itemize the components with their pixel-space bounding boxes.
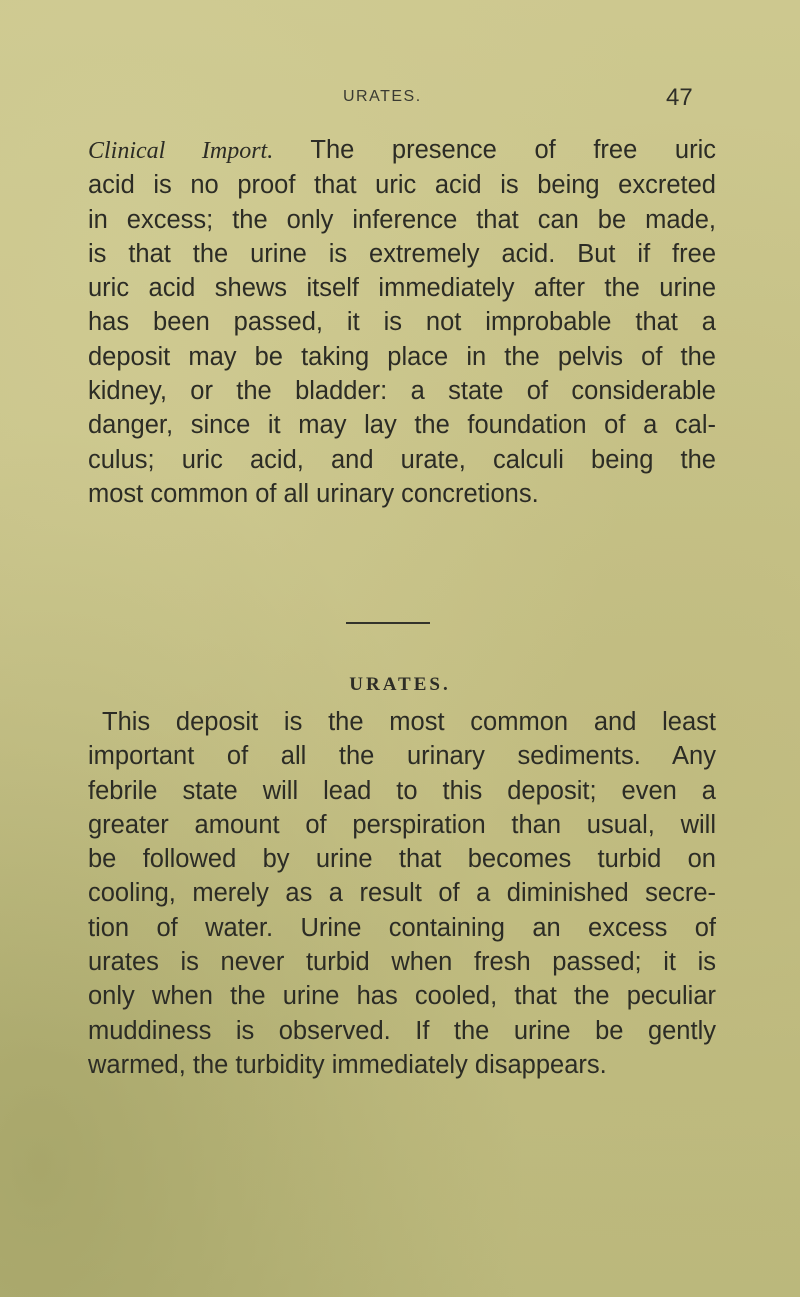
paragraph-line: most common of all urinary concretions.: [88, 479, 539, 508]
paragraph-line: kidney, or the bladder: a state of considerable: [88, 377, 716, 406]
paragraph-line-text: The presence of free uric: [310, 136, 716, 164]
running-head: [0, 84, 800, 112]
section-divider: [346, 622, 430, 624]
paragraph-line: uric acid shews itself immediately after the urine: [88, 274, 716, 303]
paragraph-line: only when the urine has cooled, that the peculiar: [88, 982, 716, 1011]
paragraph-line: warmed, the turbidity immediately disappears.: [88, 1050, 607, 1079]
paragraph-line: urates is never turbid when fresh passed; it is: [88, 948, 716, 977]
running-title: URATES.: [343, 88, 422, 105]
paragraph-line: acid is no proof that uric acid is being excreted: [88, 171, 716, 200]
clinical-import-paragraph: [88, 133, 716, 511]
paragraph-line: culus; uric acid, and urate, calculi being the: [88, 445, 716, 474]
paragraph-line: tion of water. Urine containing an excess of: [88, 913, 716, 942]
paragraph-line: This deposit is the most common and least: [102, 708, 716, 736]
paragraph-line: deposit may be taking place in the pelvis of the: [88, 342, 716, 371]
paragraph-line: in excess; the only inference that can be made,: [88, 205, 716, 234]
paragraph-line: has been passed, it is not improbable that a: [88, 308, 716, 337]
paragraph-line: muddiness is observed. If the urine be gently: [88, 1016, 716, 1045]
paragraph-line: important of all the urinary sediments. Any: [88, 742, 716, 771]
paragraph-lead: Clinical Import.: [88, 138, 274, 164]
urates-paragraph: [88, 705, 716, 1082]
paragraph-line: greater amount of perspiration than usual, will: [88, 810, 716, 839]
paragraph-line: cooling, merely as a result of a diminished secre-: [88, 879, 716, 908]
paragraph-line: [88, 133, 716, 168]
section-heading: URATES.: [349, 674, 451, 695]
paragraph-line: is that the urine is extremely acid. But if free: [88, 239, 716, 268]
page-number: 47: [666, 84, 693, 111]
paragraph-line: danger, since it may lay the foundation of a cal-: [88, 411, 716, 440]
paragraph-line: febrile state will lead to this deposit; even a: [88, 776, 716, 805]
paragraph-line: be followed by urine that becomes turbid on: [88, 845, 716, 874]
